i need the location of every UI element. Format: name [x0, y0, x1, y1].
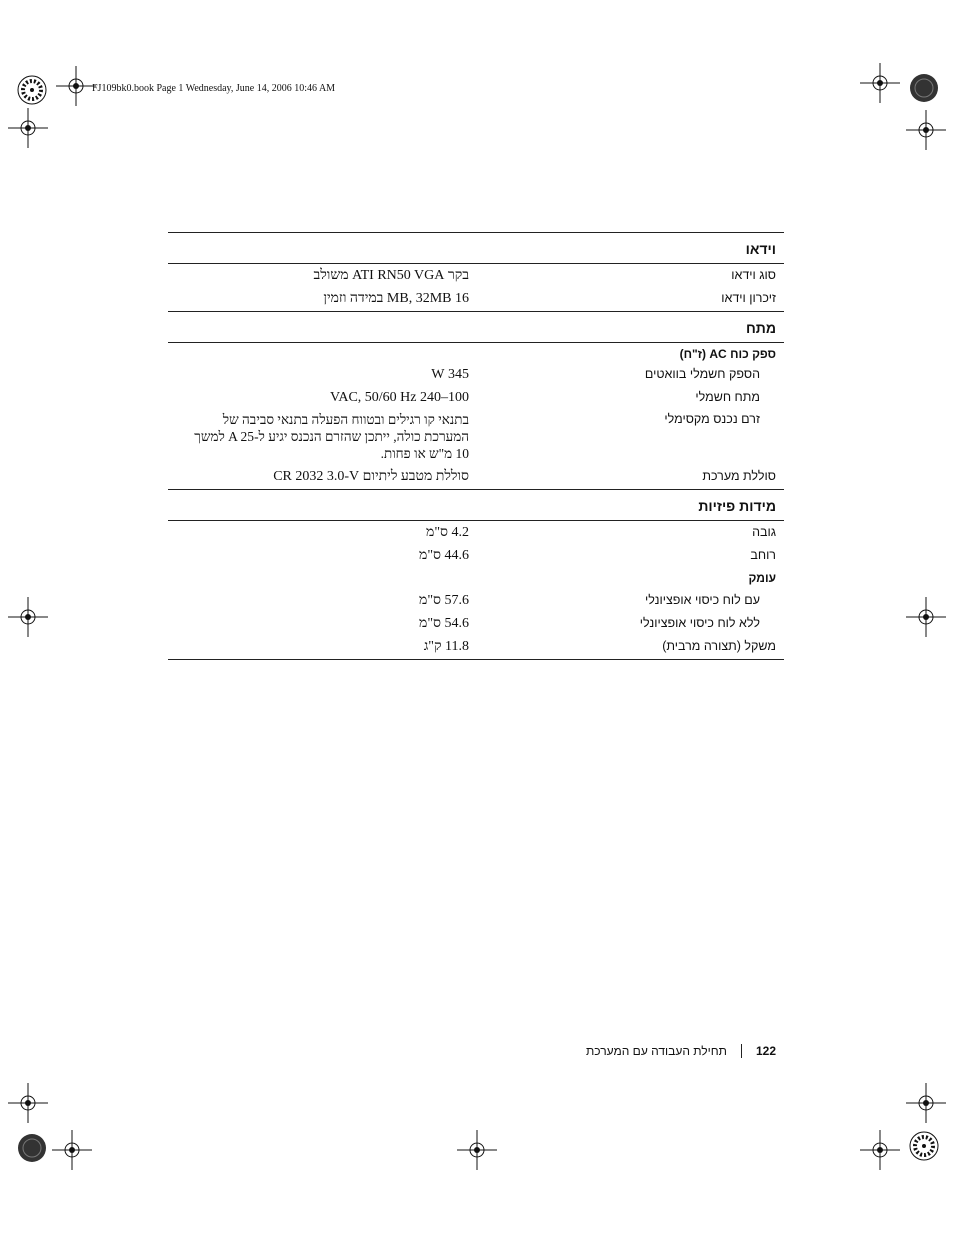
section-heading-physical: [168, 490, 784, 520]
row-label: ללא לוח כיסוי אופציונלי: [639, 616, 760, 630]
chapter-title: תחילת העבודה עם המערכת: [585, 1044, 727, 1058]
registration-target-bottom-right: [860, 1130, 900, 1170]
crop-mark-bottom-left: [12, 1128, 52, 1168]
row-value: 16 MB, 32MB במידה וזמין: [323, 291, 469, 306]
section-title: וידאו: [745, 241, 776, 257]
row-value: סוללת מטבע ליתיום CR 2032 3.0-V: [273, 469, 469, 484]
registration-target-right-lower: [906, 1083, 946, 1123]
row-value: 100–240 VAC, 50/60 Hz: [330, 390, 469, 405]
table-row: [168, 589, 784, 612]
row-value: 11.8 ק"ג: [423, 639, 469, 654]
table-row: [168, 544, 784, 567]
table-row: [168, 612, 784, 635]
section-title: מידות פיזיות: [698, 498, 776, 514]
row-label: עומק: [748, 571, 776, 585]
section-title: מתח: [745, 320, 776, 336]
row-label: סוג וידאו: [731, 268, 776, 282]
table-row: [168, 521, 784, 544]
registration-target-left-middle: [8, 597, 48, 637]
registration-target-left-lower: [8, 1083, 48, 1123]
value-line: בתנאי קו רגילים ובטווח הפעלה בתנאי סביבה של: [222, 412, 469, 427]
row-label: גובה: [752, 525, 776, 539]
registration-target-left-upper: [8, 108, 48, 148]
section-heading-video: [168, 233, 784, 263]
table-row: [168, 264, 784, 287]
registration-target-top-left: [56, 66, 96, 106]
subheading-ac-power: ספק כוח AC (ז"ח): [679, 347, 776, 361]
registration-target-right-middle: [906, 597, 946, 637]
crop-mark-top-left: [12, 70, 52, 110]
row-value: 54.6 ס"מ: [419, 616, 469, 631]
row-label: זרם נכנס מקסימלי: [664, 412, 760, 426]
table-rule: [168, 659, 784, 660]
registration-target-top-right: [860, 63, 900, 103]
value-line: המערכת כולה, ייתכן שהזרם הנכנס יגיע ל-A 25 למשך: [194, 429, 469, 444]
page-footer: [586, 1044, 776, 1058]
row-label: סוללת מערכת: [702, 469, 776, 483]
table-subheading-row: [168, 567, 784, 589]
row-label: מתח חשמלי: [695, 390, 760, 404]
row-value: בקר ATI RN50 VGA משולב: [313, 268, 469, 283]
crop-mark-top-right: [904, 68, 944, 108]
row-value: 345 W: [431, 367, 469, 382]
row-value: 4.2 ס"מ: [426, 525, 469, 540]
table-row: [168, 386, 784, 408]
row-value: 44.6 ס"מ: [419, 548, 469, 563]
row-value: 57.6 ס"מ: [419, 593, 469, 608]
section-heading-power: [168, 312, 784, 342]
registration-target-right-upper: [906, 110, 946, 150]
table-row: [168, 408, 784, 465]
registration-target-bottom-left: [52, 1130, 92, 1170]
table-row: [168, 287, 784, 311]
row-label: זיכרון וידאו: [721, 291, 776, 305]
book-slug: FJ109bk0.book Page 1 Wednesday, June 14, 2006 10:46 AM: [92, 83, 336, 94]
footer-divider: [741, 1044, 742, 1058]
specifications-table: [168, 232, 784, 660]
row-label: משקל (תצורה מרבית): [662, 639, 776, 653]
row-value-multiline: [169, 411, 469, 462]
registration-target-bottom-center: [457, 1130, 497, 1170]
table-row: [168, 363, 784, 386]
table-row: [168, 465, 784, 489]
table-row: [168, 635, 784, 659]
table-subheading-row: [168, 343, 784, 363]
page-number: 122: [755, 1044, 776, 1058]
crop-mark-bottom-right: [904, 1126, 944, 1166]
value-line: 10 מ"ש או פחות.: [380, 446, 469, 461]
row-label: עם לוח כיסוי אופציונלי: [644, 593, 760, 607]
row-label: הספק חשמלי בוואטים: [644, 367, 760, 381]
row-label: רוחב: [750, 548, 776, 562]
